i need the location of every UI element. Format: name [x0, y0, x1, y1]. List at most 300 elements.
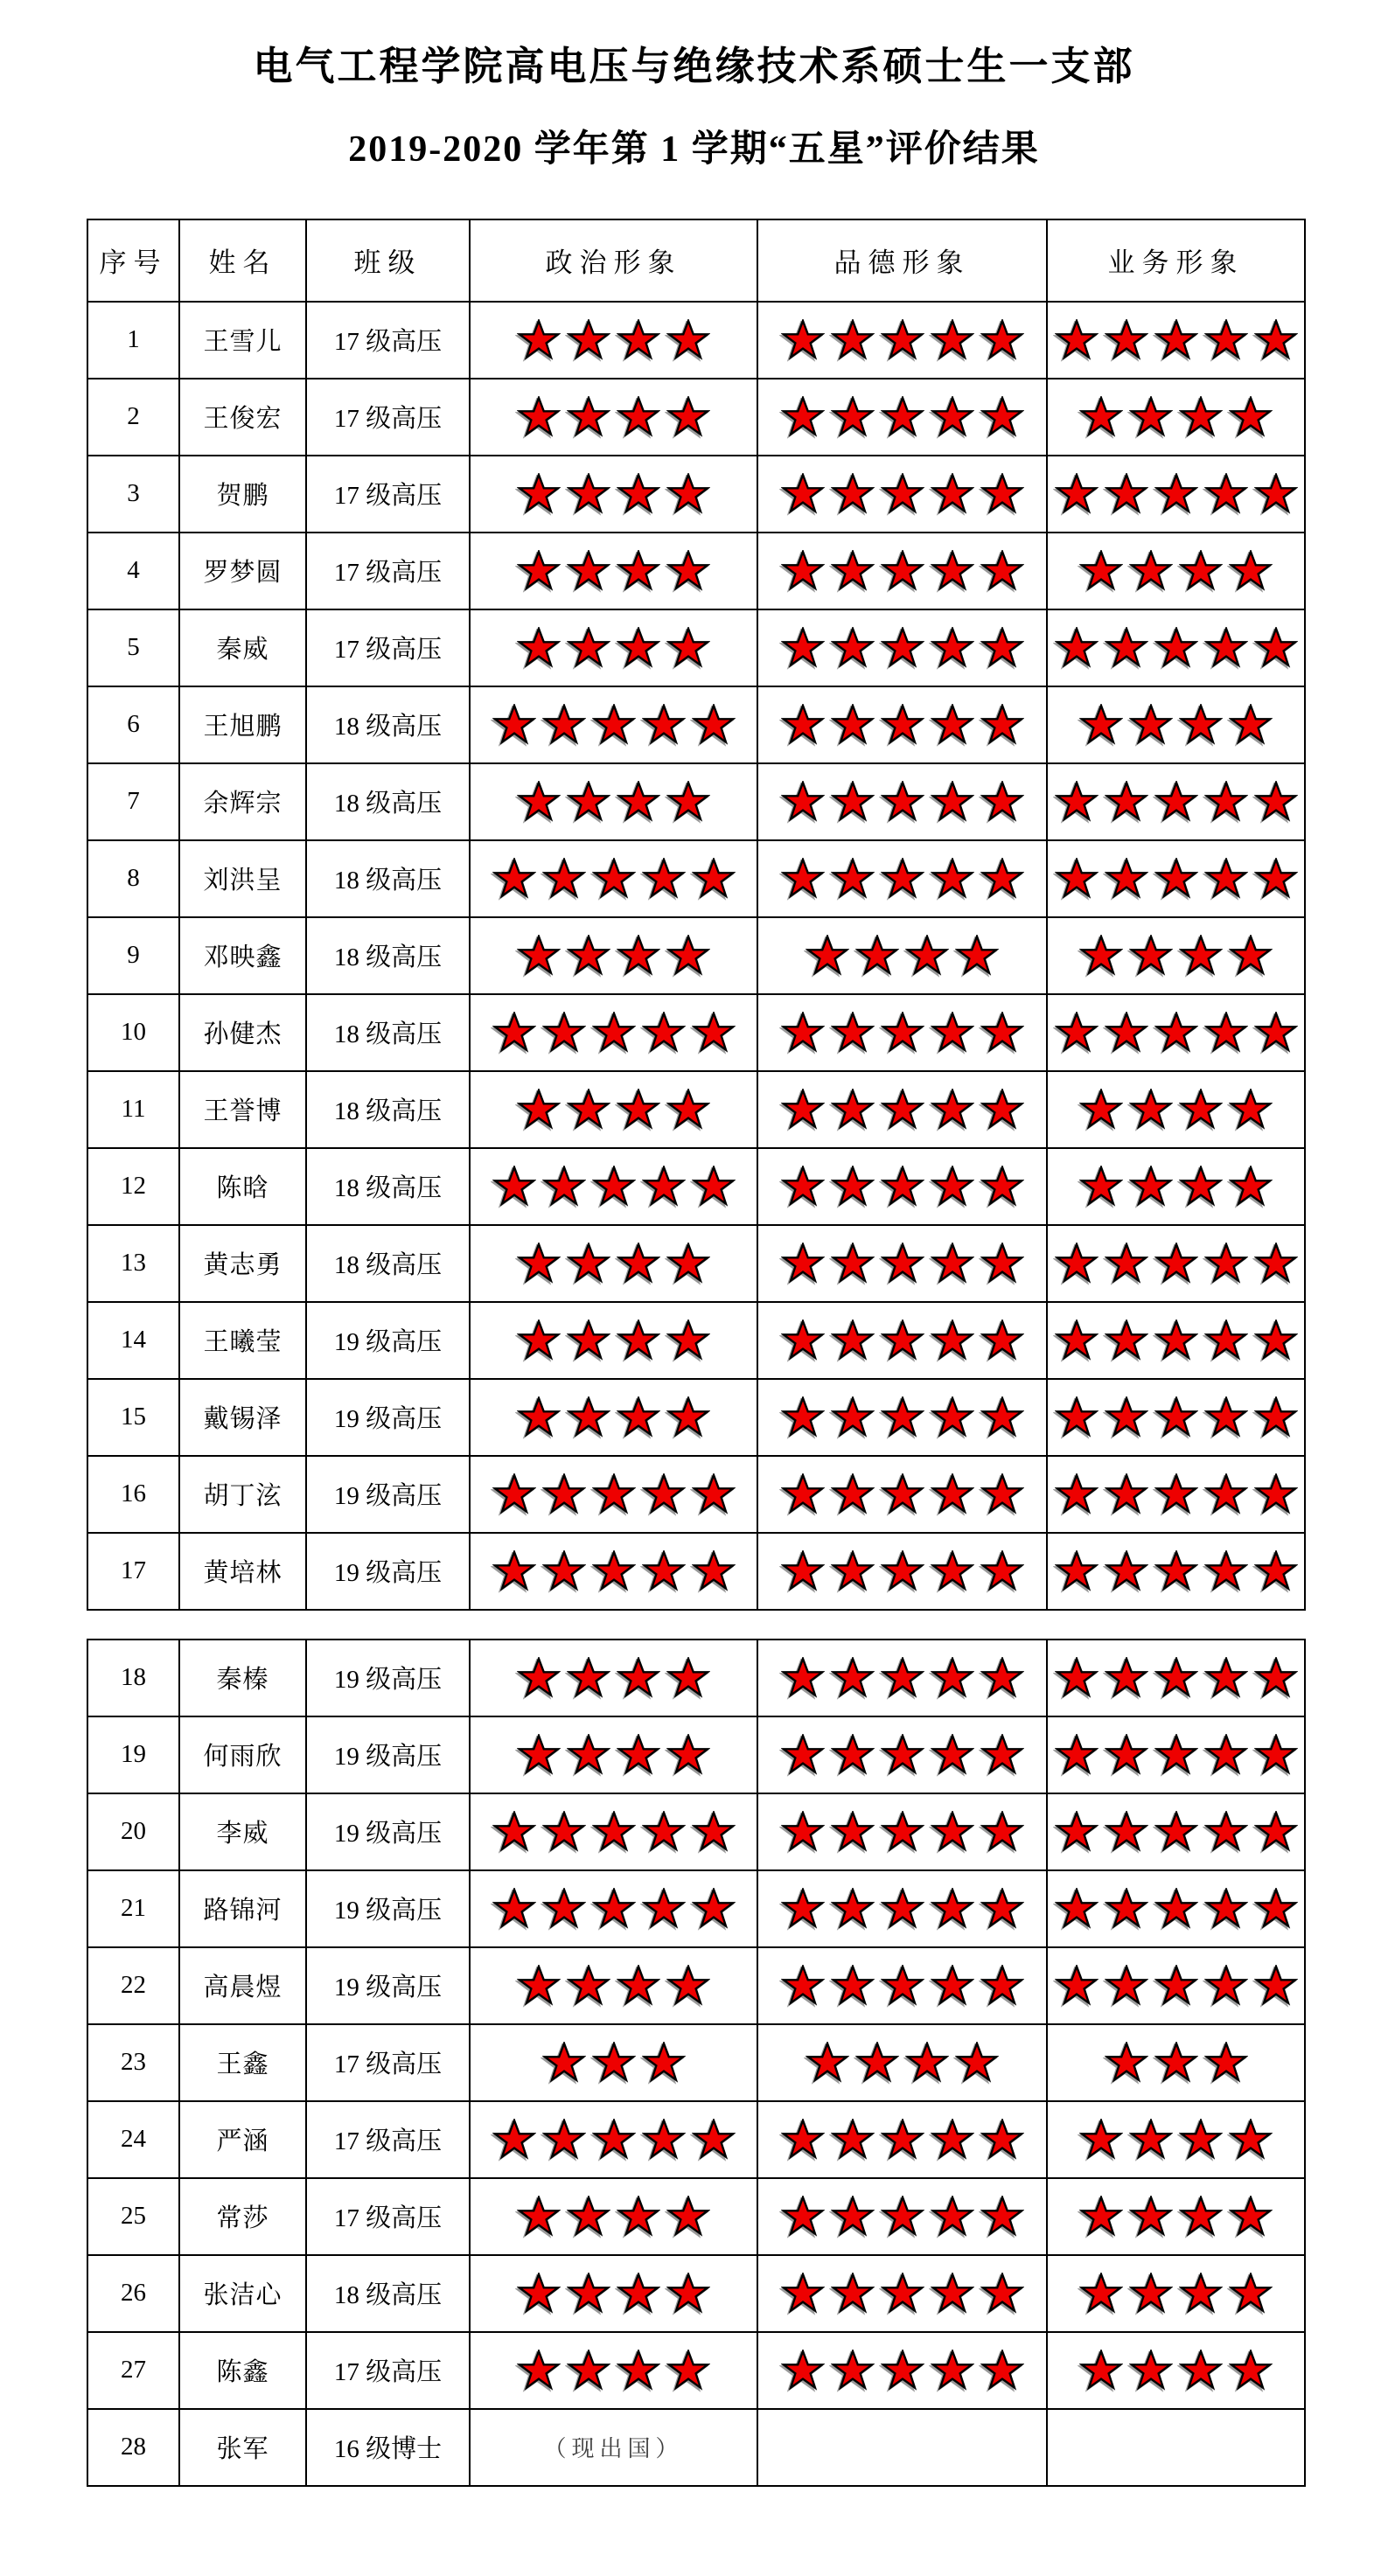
cell-political-stars [470, 2409, 757, 2486]
table-row [87, 1456, 1305, 1533]
star-rating [1048, 1965, 1304, 2007]
star-icon [617, 1319, 660, 1361]
star-icon [492, 1550, 536, 1592]
star-icon [781, 1888, 825, 1930]
star-rating [758, 1550, 1046, 1592]
cell-student-name: 王俊宏 [179, 379, 306, 456]
cell-serial-number: 17 [87, 1533, 179, 1610]
star-icon [980, 1734, 1024, 1776]
table-row [87, 840, 1305, 917]
star-icon [1154, 627, 1198, 669]
star-icon [592, 1166, 636, 1208]
star-icon [1254, 1473, 1298, 1515]
star-rating [758, 1657, 1046, 1699]
cell-professional-stars [1047, 1947, 1305, 2024]
table-row [87, 1225, 1305, 1302]
cell-professional-stars [1047, 1793, 1305, 1870]
star-icon [1179, 704, 1223, 746]
table-row [87, 686, 1305, 763]
star-icon [642, 858, 686, 900]
star-icon [517, 1089, 561, 1131]
star-icon [1129, 2350, 1173, 2392]
star-icon [567, 1734, 610, 1776]
star-icon [1154, 1550, 1198, 1592]
cell-political-stars [470, 1947, 757, 2024]
star-icon [666, 1243, 710, 1285]
star-icon [881, 1166, 924, 1208]
cell-political-stars [470, 1148, 757, 1225]
cell-professional-stars [1047, 2024, 1305, 2101]
star-icon [980, 1319, 1024, 1361]
star-icon [1154, 1965, 1198, 2007]
table-row [87, 2409, 1305, 2486]
star-icon [1129, 704, 1173, 746]
star-icon [980, 781, 1024, 823]
cell-professional-stars [1047, 1071, 1305, 1148]
star-rating [758, 781, 1046, 823]
star-rating [758, 1166, 1046, 1208]
cell-professional-stars [1047, 1640, 1305, 1716]
star-icon [1229, 2350, 1273, 2392]
cell-moral-stars [757, 2255, 1047, 2332]
star-icon [492, 1473, 536, 1515]
star-icon [1154, 1888, 1198, 1930]
star-icon [1105, 473, 1148, 515]
star-icon [517, 2273, 561, 2315]
star-icon [542, 858, 586, 900]
cell-political-stars [470, 1302, 757, 1379]
star-icon [617, 473, 660, 515]
star-rating [471, 1550, 757, 1592]
table-row [87, 1793, 1305, 1870]
cell-moral-stars [757, 1379, 1047, 1456]
star-icon [1055, 1012, 1099, 1054]
star-icon [1055, 627, 1099, 669]
star-rating [1048, 1550, 1304, 1592]
star-icon [881, 1888, 924, 1930]
star-icon [1179, 2196, 1223, 2238]
star-rating [758, 935, 1046, 977]
star-icon [1154, 1396, 1198, 1438]
star-icon [1154, 781, 1198, 823]
cell-professional-stars [1047, 1456, 1305, 1533]
cell-professional-stars [1047, 456, 1305, 533]
cell-class: 18 级高压 [306, 763, 470, 840]
star-icon [1105, 2042, 1148, 2084]
star-icon [1229, 396, 1273, 438]
cell-student-name: 陈鑫 [179, 2332, 306, 2409]
star-icon [592, 2042, 636, 2084]
star-icon [980, 2196, 1024, 2238]
star-icon [855, 935, 899, 977]
star-icon [831, 2119, 875, 2161]
star-icon [642, 1166, 686, 1208]
star-icon [1055, 1473, 1099, 1515]
abroad-note: （现出国） [543, 2436, 684, 2462]
cell-student-name: 严涵 [179, 2101, 306, 2178]
star-rating [471, 627, 757, 669]
cell-serial-number: 20 [87, 1793, 179, 1870]
cell-serial-number: 11 [87, 1071, 179, 1148]
star-icon [980, 1243, 1024, 1285]
star-icon [1055, 1888, 1099, 1930]
star-icon [1179, 935, 1223, 977]
star-icon [781, 396, 825, 438]
cell-moral-stars [757, 1302, 1047, 1379]
cell-moral-stars [757, 1148, 1047, 1225]
star-icon [905, 935, 949, 977]
star-icon [1204, 1657, 1248, 1699]
cell-political-stars [470, 686, 757, 763]
star-icon [781, 2273, 825, 2315]
star-icon [1254, 1965, 1298, 2007]
cell-political-stars [470, 1716, 757, 1793]
star-rating [1048, 473, 1304, 515]
cell-student-name: 王誉博 [179, 1071, 306, 1148]
star-icon [1254, 858, 1298, 900]
cell-student-name: 王曦莹 [179, 1302, 306, 1379]
cell-student-name: 戴锡泽 [179, 1379, 306, 1456]
cell-political-stars [470, 379, 757, 456]
table-row [87, 2101, 1305, 2178]
star-icon [831, 858, 875, 900]
star-icon [1129, 550, 1173, 592]
cell-moral-stars [757, 1225, 1047, 1302]
star-icon [666, 1089, 710, 1131]
star-icon [617, 1734, 660, 1776]
star-rating [1048, 1396, 1304, 1438]
star-icon [980, 1012, 1024, 1054]
star-icon [592, 1811, 636, 1853]
cell-student-name: 张军 [179, 2409, 306, 2486]
star-icon [617, 1243, 660, 1285]
cell-serial-number: 14 [87, 1302, 179, 1379]
star-icon [567, 1089, 610, 1131]
cell-moral-stars [757, 994, 1047, 1071]
star-icon [931, 1319, 974, 1361]
star-rating [1048, 1888, 1304, 1930]
star-icon [881, 627, 924, 669]
star-rating [471, 1965, 757, 2007]
star-icon [881, 1473, 924, 1515]
star-icon [980, 858, 1024, 900]
cell-student-name: 刘洪呈 [179, 840, 306, 917]
star-icon [931, 627, 974, 669]
star-icon [567, 1396, 610, 1438]
cell-professional-stars [1047, 1533, 1305, 1610]
star-icon [931, 1166, 974, 1208]
star-icon [781, 1550, 825, 1592]
cell-class: 19 级高压 [306, 1716, 470, 1793]
star-icon [980, 1657, 1024, 1699]
star-icon [1229, 704, 1273, 746]
cell-professional-stars [1047, 2101, 1305, 2178]
star-icon [1254, 1550, 1298, 1592]
star-icon [881, 1657, 924, 1699]
star-rating [1048, 1319, 1304, 1361]
cell-class: 17 级高压 [306, 2024, 470, 2101]
star-icon [931, 1089, 974, 1131]
star-icon [592, 858, 636, 900]
column-header-name: 姓名 [179, 219, 306, 302]
star-icon [1204, 1550, 1248, 1592]
star-icon [692, 1550, 736, 1592]
cell-political-stars [470, 456, 757, 533]
star-rating [758, 1888, 1046, 1930]
table-row [87, 917, 1305, 994]
cell-professional-stars [1047, 994, 1305, 1071]
star-icon [1254, 1012, 1298, 1054]
cell-class: 19 级高压 [306, 1793, 470, 1870]
star-icon [955, 2042, 999, 2084]
star-icon [1254, 1243, 1298, 1285]
star-icon [1105, 1734, 1148, 1776]
star-icon [642, 1550, 686, 1592]
star-rating [1048, 2273, 1304, 2315]
star-rating [471, 319, 757, 361]
cell-professional-stars [1047, 840, 1305, 917]
table-row [87, 1071, 1305, 1148]
star-icon [1055, 1965, 1099, 2007]
star-rating [758, 1089, 1046, 1131]
star-icon [806, 2042, 849, 2084]
star-icon [980, 550, 1024, 592]
cell-professional-stars [1047, 2255, 1305, 2332]
star-icon [617, 319, 660, 361]
star-icon [542, 1012, 586, 1054]
cell-political-stars [470, 1225, 757, 1302]
star-icon [666, 2350, 710, 2392]
cell-political-stars [470, 994, 757, 1071]
star-icon [931, 1550, 974, 1592]
star-icon [1254, 1734, 1298, 1776]
star-icon [831, 2196, 875, 2238]
star-icon [1154, 1012, 1198, 1054]
star-icon [931, 1473, 974, 1515]
star-icon [617, 1657, 660, 1699]
star-rating [471, 2350, 757, 2392]
star-icon [1204, 1888, 1248, 1930]
cell-serial-number: 15 [87, 1379, 179, 1456]
star-icon [980, 1473, 1024, 1515]
star-icon [831, 1734, 875, 1776]
star-rating [471, 2119, 757, 2161]
cell-student-name: 李威 [179, 1793, 306, 1870]
star-icon [881, 1550, 924, 1592]
cell-class: 19 级高压 [306, 1379, 470, 1456]
star-icon [617, 627, 660, 669]
star-icon [881, 1089, 924, 1131]
cell-student-name: 秦榛 [179, 1640, 306, 1716]
star-icon [1154, 1734, 1198, 1776]
cell-political-stars [470, 917, 757, 994]
star-icon [781, 1965, 825, 2007]
star-icon [592, 704, 636, 746]
star-icon [1154, 1243, 1198, 1285]
star-rating [1048, 781, 1304, 823]
cell-political-stars [470, 1793, 757, 1870]
star-icon [980, 473, 1024, 515]
star-icon [567, 2196, 610, 2238]
star-icon [692, 1811, 736, 1853]
star-rating [471, 858, 757, 900]
star-icon [567, 1319, 610, 1361]
star-icon [642, 1473, 686, 1515]
star-icon [781, 2119, 825, 2161]
star-icon [781, 1012, 825, 1054]
star-icon [1129, 2196, 1173, 2238]
star-icon [831, 396, 875, 438]
star-icon [931, 781, 974, 823]
star-icon [692, 1012, 736, 1054]
star-icon [1204, 858, 1248, 900]
star-icon [931, 2119, 974, 2161]
cell-serial-number: 18 [87, 1640, 179, 1716]
star-icon [517, 473, 561, 515]
cell-class: 18 级高压 [306, 994, 470, 1071]
cell-class: 18 级高压 [306, 1225, 470, 1302]
star-icon [1204, 627, 1248, 669]
cell-student-name: 罗梦圆 [179, 533, 306, 609]
cell-student-name: 秦威 [179, 609, 306, 686]
star-icon [692, 1888, 736, 1930]
cell-student-name: 孙健杰 [179, 994, 306, 1071]
star-icon [1154, 1319, 1198, 1361]
cell-political-stars [470, 1456, 757, 1533]
star-icon [831, 2350, 875, 2392]
star-icon [1079, 2273, 1123, 2315]
star-icon [1055, 1243, 1099, 1285]
cell-serial-number: 27 [87, 2332, 179, 2409]
star-icon [781, 1243, 825, 1285]
star-icon [831, 1811, 875, 1853]
star-icon [1129, 1166, 1173, 1208]
cell-serial-number: 8 [87, 840, 179, 917]
star-icon [1154, 319, 1198, 361]
star-rating [758, 2350, 1046, 2392]
star-icon [642, 1811, 686, 1853]
star-icon [1079, 2119, 1123, 2161]
star-icon [1129, 396, 1173, 438]
star-icon [831, 1012, 875, 1054]
cell-moral-stars [757, 1947, 1047, 2024]
star-rating [471, 1089, 757, 1131]
star-icon [1055, 1657, 1099, 1699]
cell-class: 17 级高压 [306, 456, 470, 533]
star-icon [831, 1657, 875, 1699]
star-icon [492, 704, 536, 746]
star-rating [1048, 704, 1304, 746]
cell-serial-number: 25 [87, 2178, 179, 2255]
star-icon [666, 935, 710, 977]
star-icon [1254, 1657, 1298, 1699]
star-icon [592, 1888, 636, 1930]
star-icon [567, 781, 610, 823]
star-icon [1179, 2350, 1223, 2392]
star-icon [881, 2196, 924, 2238]
star-icon [831, 550, 875, 592]
star-rating [471, 550, 757, 592]
cell-political-stars [470, 609, 757, 686]
cell-moral-stars [757, 456, 1047, 533]
star-icon [666, 473, 710, 515]
star-icon [517, 1965, 561, 2007]
cell-student-name: 王雪儿 [179, 302, 306, 379]
star-rating [758, 2119, 1046, 2161]
star-rating [1048, 1243, 1304, 1285]
star-rating [471, 781, 757, 823]
cell-moral-stars [757, 1533, 1047, 1610]
star-rating [758, 1965, 1046, 2007]
star-icon [492, 1888, 536, 1930]
star-icon [592, 2119, 636, 2161]
cell-professional-stars [1047, 686, 1305, 763]
table-row [87, 1716, 1305, 1793]
star-icon [1254, 473, 1298, 515]
star-icon [1179, 550, 1223, 592]
star-rating [471, 1473, 757, 1515]
star-rating [1048, 935, 1304, 977]
cell-moral-stars [757, 686, 1047, 763]
cell-moral-stars [757, 840, 1047, 917]
star-icon [567, 319, 610, 361]
star-icon [1055, 473, 1099, 515]
star-icon [517, 627, 561, 669]
star-icon [1105, 1243, 1148, 1285]
star-rating [1048, 2042, 1304, 2084]
star-icon [931, 473, 974, 515]
cell-class: 17 级高压 [306, 609, 470, 686]
star-rating [471, 473, 757, 515]
cell-professional-stars [1047, 609, 1305, 686]
cell-class: 17 级高压 [306, 2178, 470, 2255]
star-icon [567, 1657, 610, 1699]
star-icon [881, 319, 924, 361]
star-icon [781, 1319, 825, 1361]
star-icon [617, 1089, 660, 1131]
table-row [87, 2024, 1305, 2101]
star-icon [855, 2042, 899, 2084]
star-rating [758, 1473, 1046, 1515]
cell-professional-stars [1047, 379, 1305, 456]
cell-professional-stars [1047, 2178, 1305, 2255]
star-icon [1105, 1012, 1148, 1054]
table-row [87, 302, 1305, 379]
star-icon [1079, 2350, 1123, 2392]
star-icon [617, 396, 660, 438]
cell-serial-number: 4 [87, 533, 179, 609]
star-icon [980, 1888, 1024, 1930]
star-icon [980, 1811, 1024, 1853]
cell-political-stars [470, 763, 757, 840]
star-icon [1105, 1965, 1148, 2007]
star-icon [592, 1473, 636, 1515]
cell-serial-number: 7 [87, 763, 179, 840]
star-icon [831, 1089, 875, 1131]
cell-moral-stars [757, 917, 1047, 994]
star-icon [1079, 935, 1123, 977]
cell-professional-stars [1047, 533, 1305, 609]
star-icon [1055, 1396, 1099, 1438]
star-rating [471, 1243, 757, 1285]
cell-student-name: 王旭鹏 [179, 686, 306, 763]
star-icon [881, 1319, 924, 1361]
star-rating [758, 704, 1046, 746]
star-icon [666, 1319, 710, 1361]
star-icon [980, 704, 1024, 746]
cell-moral-stars [757, 1640, 1047, 1716]
star-icon [831, 1396, 875, 1438]
